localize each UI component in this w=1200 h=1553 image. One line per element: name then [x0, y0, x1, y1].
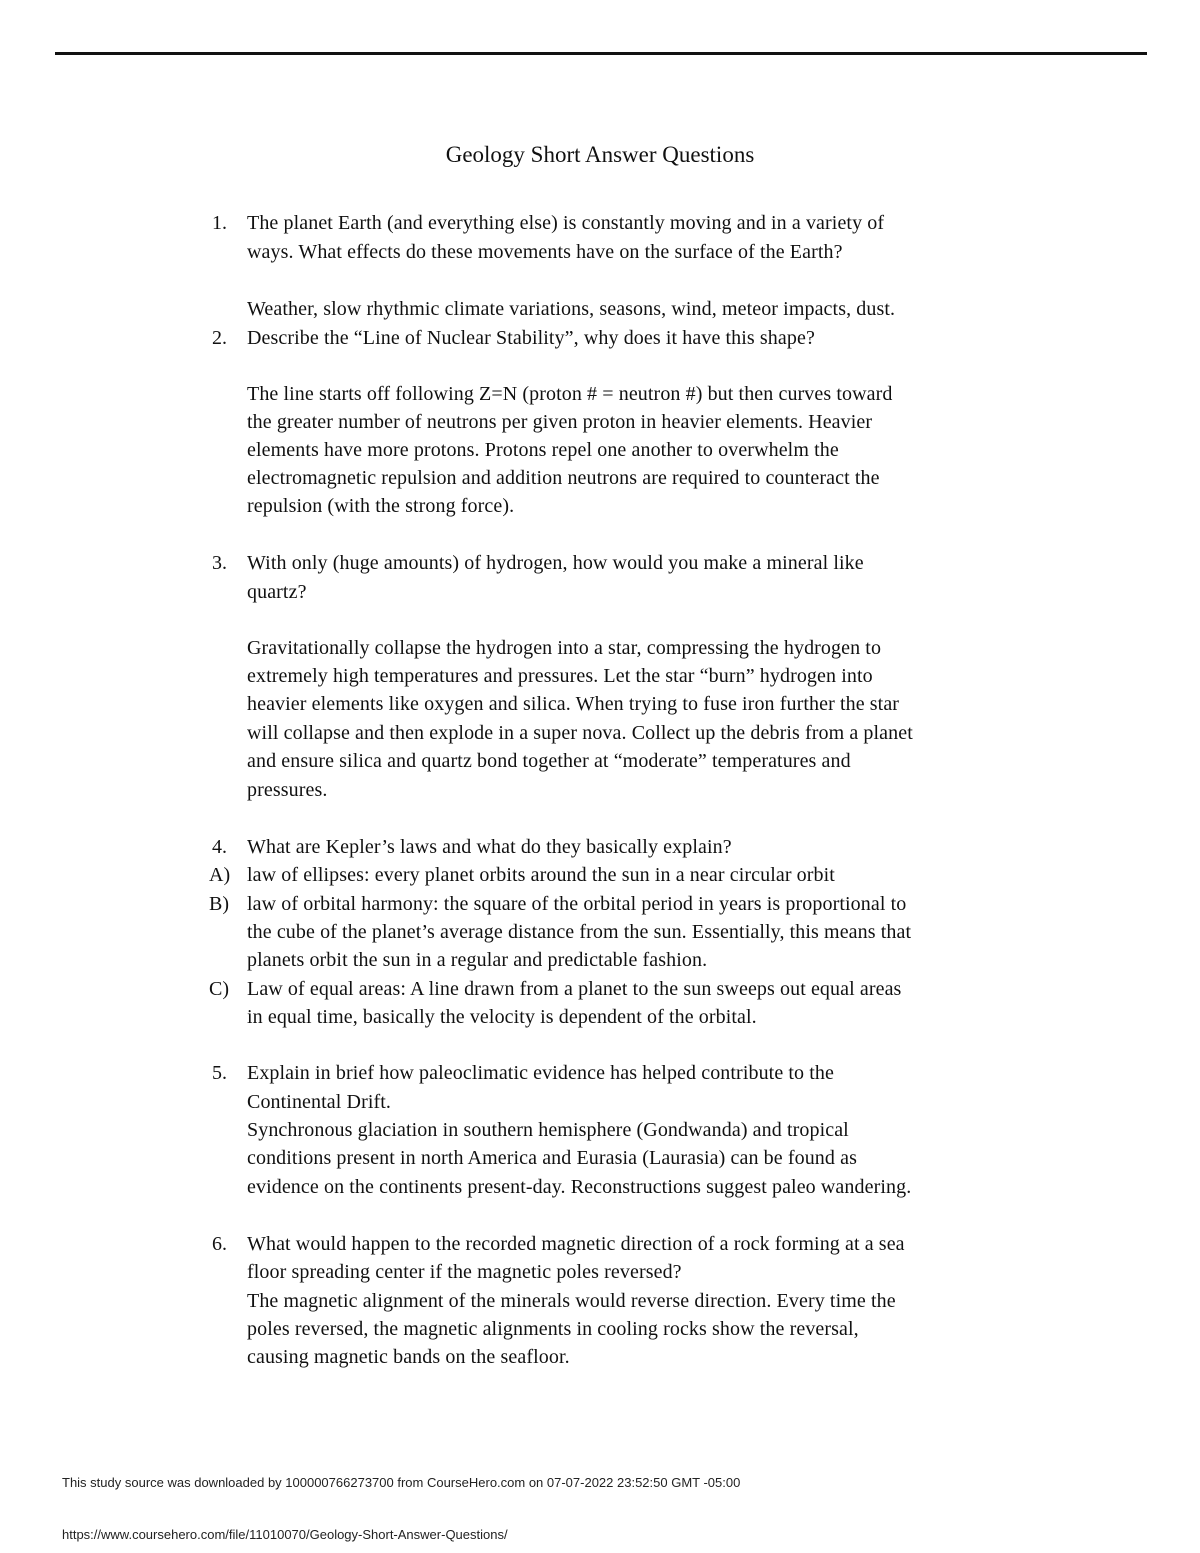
question-text: Describe the “Line of Nuclear Stability”, why does it have this shape?	[247, 327, 815, 349]
question-text: With only (huge amounts) of hydrogen, how would you make a mineral like	[247, 552, 864, 574]
source-url[interactable]: https://www.coursehero.com/file/11010070/Geology-Short-Answer-Questions/	[62, 1527, 508, 1542]
question-number: 5.	[212, 1062, 227, 1084]
answer-text: Weather, slow rhythmic climate variations, seasons, wind, meteor impacts, dust.	[247, 298, 896, 320]
answer-text: conditions present in north America and Eurasia (Laurasia) can be found as	[247, 1147, 857, 1169]
answer-text: the greater number of neutrons per given proton in heavier elements. Heavier	[247, 411, 873, 433]
answer-text: extremely high temperatures and pressures. Let the star “burn” hydrogen into	[247, 665, 873, 687]
answer-text: heavier elements like oxygen and silica. When trying to fuse iron further the star	[247, 693, 900, 715]
question-number: 3.	[212, 552, 227, 574]
question-number: 2.	[212, 327, 227, 349]
answer-text: electromagnetic repulsion and addition neutrons are required to counteract the	[247, 467, 880, 489]
answer-text: pressures.	[247, 779, 328, 801]
question-text: Explain in brief how paleoclimatic evidence has helped contribute to the	[247, 1062, 834, 1084]
answer-text: poles reversed, the magnetic alignments in cooling rocks show the reversal,	[247, 1318, 859, 1340]
question-text: The planet Earth (and everything else) is constantly moving and in a variety of	[247, 212, 885, 234]
answer-text: Gravitationally collapse the hydrogen into a star, compressing the hydrogen to	[247, 637, 882, 659]
law-text: law of ellipses: every planet orbits around the sun in a near circular orbit	[247, 864, 835, 886]
question-text: floor spreading center if the magnetic poles reversed?	[247, 1261, 682, 1283]
question-text: ways. What effects do these movements have on the surface of the Earth?	[247, 241, 843, 263]
answer-text: The magnetic alignment of the minerals would reverse direction. Every time the	[247, 1290, 896, 1312]
law-text: planets orbit the sun in a regular and predictable fashion.	[247, 949, 708, 971]
law-label: C)	[209, 978, 229, 1000]
top-rule	[55, 52, 1147, 55]
source-note: This study source was downloaded by 100000766273700 from CourseHero.com on 07-07-2022 23:52:50 GMT -05:00	[62, 1475, 741, 1490]
page-title: Geology Short Answer Questions	[445, 142, 755, 167]
law-text: in equal time, basically the velocity is dependent of the orbital.	[247, 1006, 757, 1028]
law-text: Law of equal areas: A line drawn from a planet to the sun sweeps out equal areas	[247, 978, 902, 1000]
question-text: What would happen to the recorded magnetic direction of a rock forming at a sea	[247, 1233, 905, 1255]
law-label: B)	[209, 893, 229, 915]
law-label: A)	[209, 864, 231, 886]
answer-text: elements have more protons. Protons repel one another to overwhelm the	[247, 439, 839, 461]
question-text: quartz?	[247, 581, 307, 603]
question-number: 4.	[212, 836, 227, 858]
law-text: the cube of the planet’s average distance from the sun. Essentially, this means that	[247, 921, 912, 943]
answer-text: evidence on the continents present-day. Reconstructions suggest paleo wandering.	[247, 1176, 912, 1198]
question-number: 6.	[212, 1233, 227, 1255]
answer-text: causing magnetic bands on the seafloor.	[247, 1346, 570, 1368]
answer-text: Synchronous glaciation in southern hemisphere (Gondwanda) and tropical	[247, 1119, 849, 1141]
question-number: 1.	[212, 212, 227, 234]
answer-text: The line starts off following Z=N (proton # = neutron #) but then curves toward	[247, 383, 893, 405]
answer-text: will collapse and then explode in a super nova. Collect up the debris from a planet	[247, 722, 913, 744]
law-text: law of orbital harmony: the square of the orbital period in years is proportional to	[247, 893, 907, 915]
question-text: Continental Drift.	[247, 1091, 391, 1113]
answer-text: and ensure silica and quartz bond together at “moderate” temperatures and	[247, 750, 851, 772]
question-text: What are Kepler’s laws and what do they basically explain?	[247, 836, 732, 858]
answer-text: repulsion (with the strong force).	[247, 495, 515, 517]
